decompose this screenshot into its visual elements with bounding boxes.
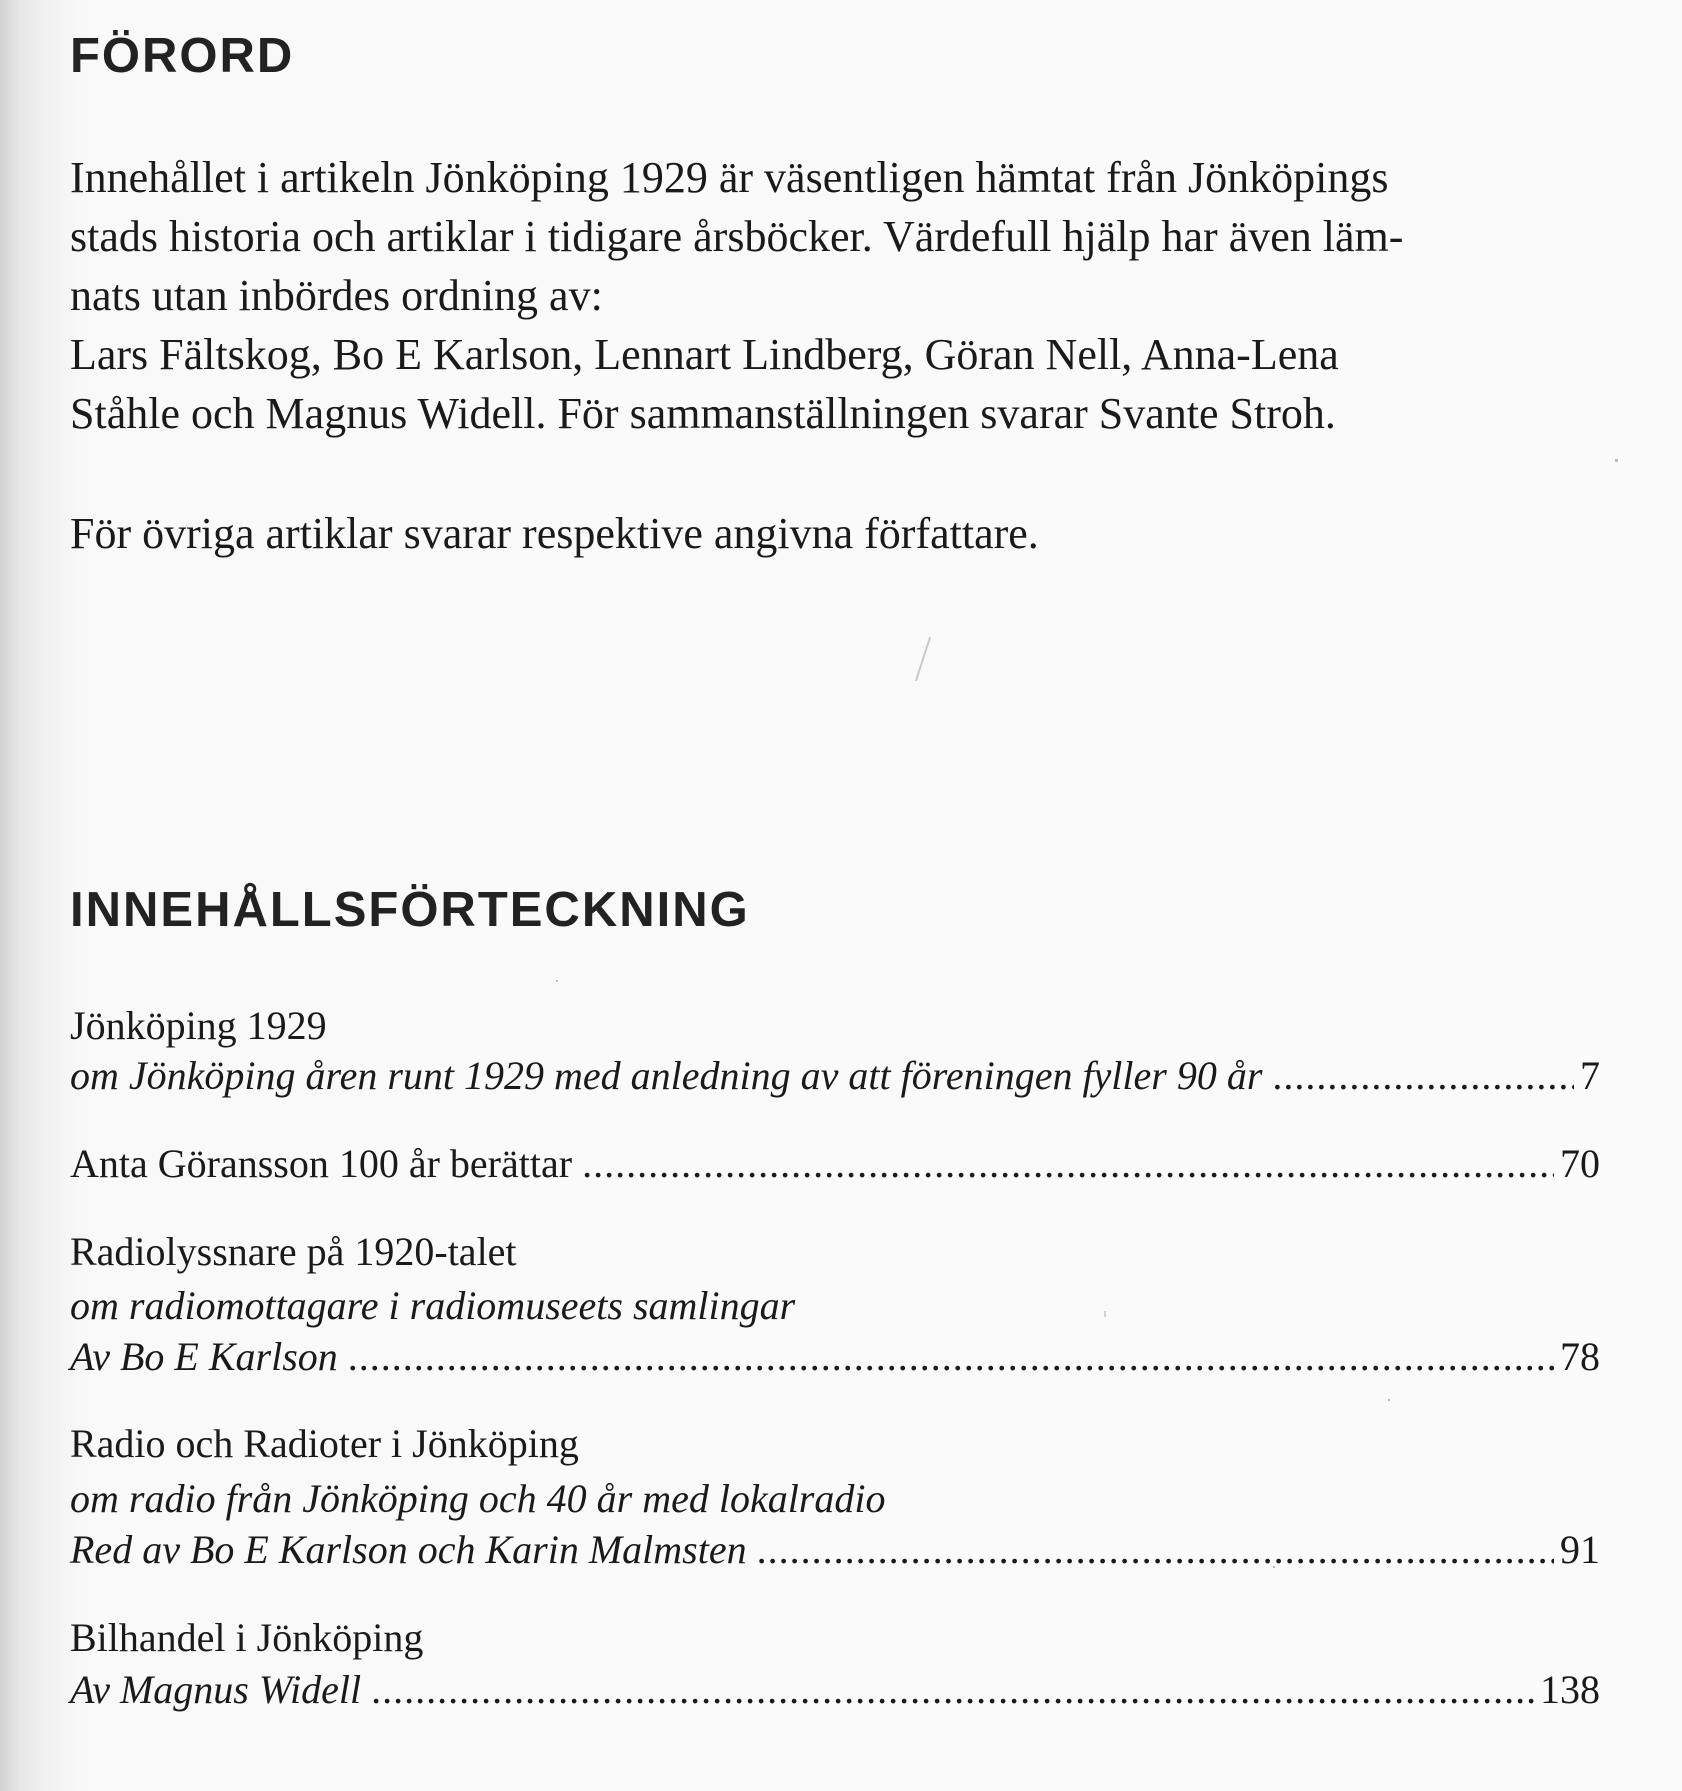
toc-page-number: 70 xyxy=(1560,1141,1600,1186)
toc-entry-title-text: Radio och Radioter i Jönköping xyxy=(70,1421,579,1466)
scan-mark xyxy=(1104,1311,1106,1317)
scan-mark xyxy=(1388,1399,1390,1401)
toc-entry-subtitle-text: om Jönköping åren runt 1929 med anledning av att föreningen fyller 90 år xyxy=(70,1053,1263,1098)
toc-entry-author-text: Av Bo E Karlson xyxy=(70,1334,338,1379)
toc-page-number: 78 xyxy=(1560,1334,1600,1379)
toc-entry-title xyxy=(70,1614,1600,1668)
toc-entry-subtitle-text: om radio från Jönköping och 40 år med lokalradio xyxy=(70,1476,886,1521)
toc-entry-title xyxy=(70,1228,1600,1282)
foreword-heading: FÖRORD xyxy=(70,29,295,83)
toc-entry-title xyxy=(70,1420,1600,1474)
toc-leader-dots xyxy=(582,1140,1554,1187)
foreword-other-authors: För övriga artiklar svarar respektive angivna författare. xyxy=(70,509,1039,558)
foreword-line: stads historia och artiklar i tidigare årsböcker. Värdefull hjälp har även läm- xyxy=(70,212,1404,261)
toc-entry-title xyxy=(70,1140,1600,1194)
toc-leader-dots xyxy=(757,1526,1554,1573)
toc-leader-dots xyxy=(1272,1052,1574,1099)
toc-entry-subtitle xyxy=(70,1052,1600,1106)
toc-entry-subtitle xyxy=(70,1282,1600,1336)
toc-entry-author xyxy=(70,1333,1600,1387)
toc-page-number: 91 xyxy=(1560,1527,1600,1572)
foreword-line: Ståhle och Magnus Widell. För sammanställningen svarar Svante Stroh. xyxy=(70,389,1336,438)
scan-mark xyxy=(1615,459,1618,462)
toc-page-number: 138 xyxy=(1540,1667,1600,1712)
toc-entry-author xyxy=(70,1666,1600,1720)
foreword-line: Innehållet i artikeln Jönköping 1929 är väsentligen hämtat från Jönköpings xyxy=(70,153,1389,202)
foreword-paragraph xyxy=(70,148,1600,443)
toc-entry-title xyxy=(70,1002,1600,1056)
toc-entry-subtitle-text: om radiomottagare i radiomuseets samlingar xyxy=(70,1283,796,1328)
toc-heading: INNEHÅLLSFÖRTECKNING xyxy=(70,883,750,937)
scan-mark xyxy=(1273,1566,1275,1568)
toc-entry-author xyxy=(70,1526,1600,1580)
toc-leader-dots xyxy=(371,1666,1534,1713)
toc-entry-title-text: Radiolyssnare på 1920-talet xyxy=(70,1229,517,1274)
toc-entry-title-text: Bilhandel i Jönköping xyxy=(70,1615,424,1660)
toc-entry-author-text: Red av Bo E Karlson och Karin Malmsten xyxy=(70,1527,747,1572)
toc-entry-author-text: Av Magnus Widell xyxy=(70,1667,362,1712)
toc-entry-title-text: Jönköping 1929 xyxy=(70,1003,327,1048)
toc-entry-title-text: Anta Göransson 100 år berättar xyxy=(70,1141,573,1186)
toc-entry-subtitle xyxy=(70,1475,1600,1529)
toc-leader-dots xyxy=(348,1333,1554,1380)
scan-mark xyxy=(915,637,931,681)
foreword-line: nats utan inbördes ordning av: xyxy=(70,271,603,320)
toc-page-number: 7 xyxy=(1580,1053,1600,1098)
foreword-line: Lars Fältskog, Bo E Karlson, Lennart Lindberg, Göran Nell, Anna-Lena xyxy=(70,330,1339,379)
scan-mark xyxy=(556,980,558,982)
